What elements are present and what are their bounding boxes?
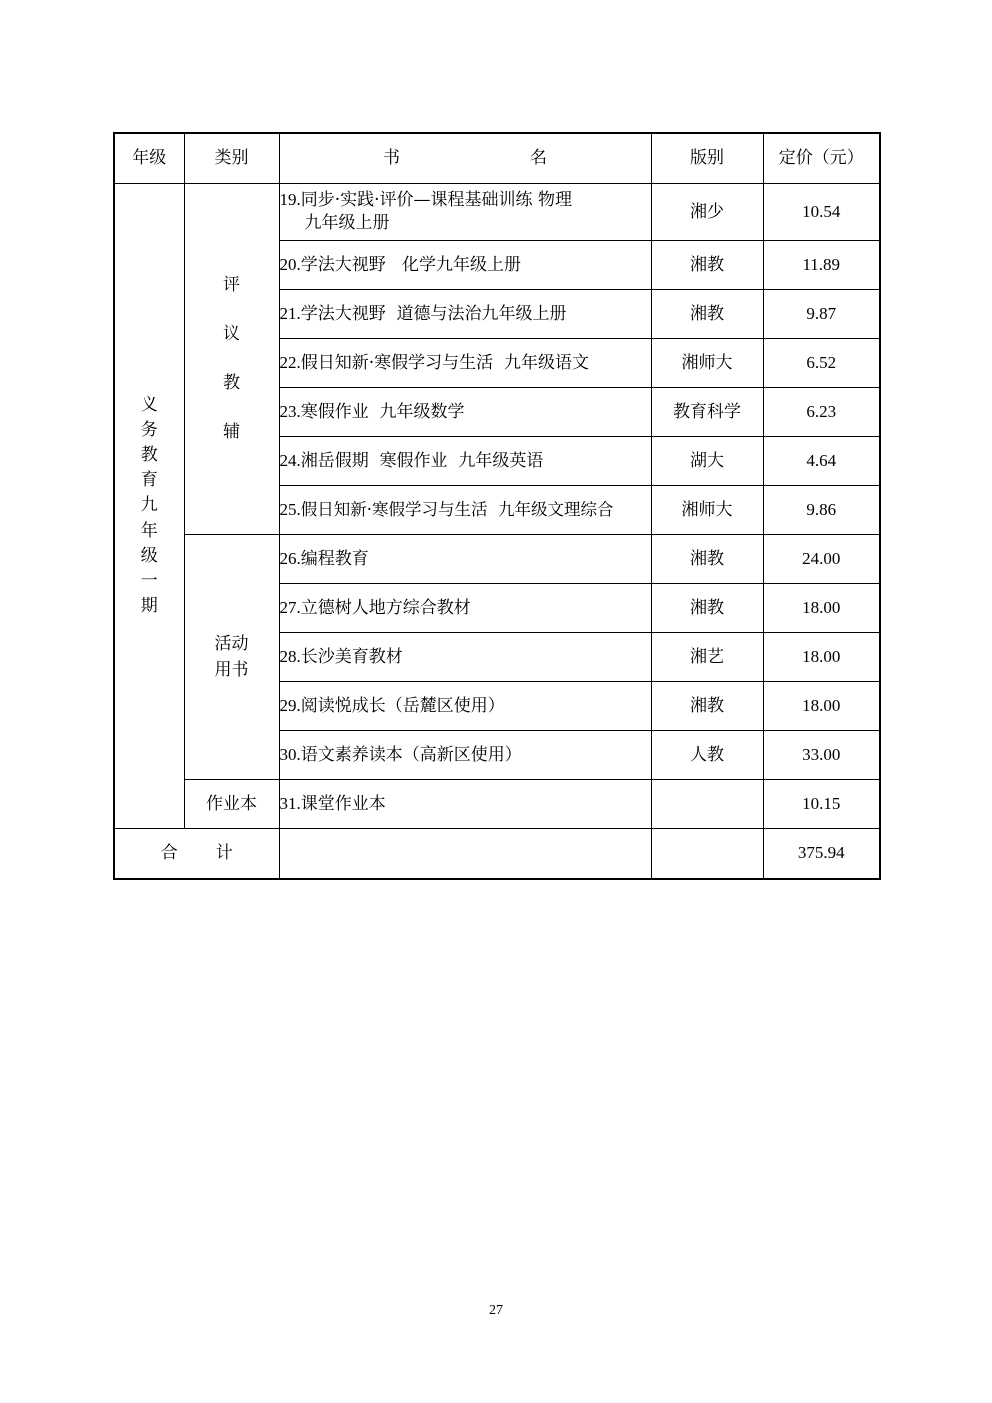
- book-number: 31.: [279, 793, 301, 813]
- header-book-name-right: 名: [530, 148, 547, 169]
- price-cell: 18.00: [763, 584, 880, 633]
- price-cell: 6.23: [763, 388, 880, 437]
- book-title: 假日知新·寒假学习与生活 九年级语文: [300, 352, 589, 373]
- publisher-cell: 湘教: [651, 241, 763, 290]
- header-book-name-left: 书: [383, 148, 400, 169]
- book-name-cell: [279, 241, 651, 290]
- book-number: 23.: [279, 401, 301, 421]
- book-title: 长沙美育教材: [300, 646, 403, 667]
- book-name-cell: [279, 486, 651, 535]
- book-name-cell: [279, 731, 651, 780]
- book-number: 28.: [279, 646, 301, 666]
- publisher-cell: 湘师大: [651, 339, 763, 388]
- price-cell: 4.64: [763, 437, 880, 486]
- price-cell: 18.00: [763, 633, 880, 682]
- book-name-cell: [279, 290, 651, 339]
- book-name-cell: [279, 184, 651, 241]
- book-number: 20.: [279, 254, 301, 274]
- page-number: 27: [489, 1303, 503, 1318]
- book-title: 语文素养读本（高新区使用）: [300, 744, 522, 765]
- book-number: 21.: [279, 303, 301, 323]
- total-name-empty-cell: [279, 829, 651, 879]
- price-cell: 33.00: [763, 731, 880, 780]
- book-title: 立德树人地方综合教材: [300, 597, 471, 618]
- publisher-cell: 湘教: [651, 682, 763, 731]
- book-title: 湘岳假期 寒假作业 九年级英语: [300, 450, 544, 471]
- header-category: 类别: [184, 133, 279, 184]
- total-label-cell: [114, 829, 279, 879]
- header-book-name: [279, 133, 651, 184]
- book-name-cell: [279, 339, 651, 388]
- book-name-cell: [279, 388, 651, 437]
- price-cell: 24.00: [763, 535, 880, 584]
- grade-cell: [114, 184, 184, 829]
- book-number: 19.: [279, 190, 301, 210]
- publisher-cell: 湘艺: [651, 633, 763, 682]
- total-label-left: 合: [160, 842, 178, 863]
- book-name-cell: [279, 535, 651, 584]
- table-row: [114, 780, 880, 829]
- book-title: 课堂作业本: [300, 793, 386, 814]
- header-grade: 年级: [114, 133, 184, 184]
- table-row: [114, 184, 880, 241]
- publisher-cell: 湘教: [651, 290, 763, 339]
- category-activity-cell: [184, 535, 279, 780]
- header-publisher: 版别: [651, 133, 763, 184]
- book-title: 学法大视野 道德与法治九年级上册: [300, 303, 567, 324]
- category-activity-label: 活动用书: [214, 634, 249, 680]
- book-title: 同步·实践·评价—课程基础训练 物理: [300, 190, 572, 211]
- book-name-cell: [279, 780, 651, 829]
- total-publisher-empty-cell: [651, 829, 763, 879]
- category-review-label: 评议教辅: [223, 275, 240, 442]
- book-title: 假日知新·寒假学习与生活 九年级文理综合: [300, 499, 614, 519]
- total-label-right: 计: [215, 842, 233, 863]
- total-price-cell: 375.94: [763, 829, 880, 879]
- category-homework-cell: 作业本: [184, 780, 279, 829]
- grade-label: 义务教育九年级一期: [140, 394, 158, 617]
- price-cell: 10.54: [763, 184, 880, 241]
- book-title: 阅读悦成长（岳麓区使用）: [300, 695, 505, 716]
- publisher-cell: 湘教: [651, 584, 763, 633]
- price-cell: 11.89: [763, 241, 880, 290]
- book-number: 26.: [279, 548, 301, 568]
- table-row: [114, 535, 880, 584]
- book-name-cell: [279, 584, 651, 633]
- book-title: 寒假作业 九年级数学: [300, 401, 465, 422]
- price-cell: 6.52: [763, 339, 880, 388]
- publisher-cell: [651, 780, 763, 829]
- book-number: 24.: [279, 450, 301, 470]
- publisher-cell: 湘教: [651, 535, 763, 584]
- price-cell: 18.00: [763, 682, 880, 731]
- price-cell: 10.15: [763, 780, 880, 829]
- book-name-cell: [279, 437, 651, 486]
- total-row: [114, 829, 880, 879]
- category-review-cell: [184, 184, 279, 535]
- header-price: 定价（元）: [763, 133, 880, 184]
- publisher-cell: 湖大: [651, 437, 763, 486]
- book-number: 29.: [279, 695, 301, 715]
- book-name-cell: [279, 682, 651, 731]
- table-header-row: [114, 133, 880, 184]
- publisher-cell: 湘少: [651, 184, 763, 241]
- book-number: 22.: [279, 352, 301, 372]
- book-number: 30.: [279, 744, 301, 764]
- publisher-cell: 教育科学: [651, 388, 763, 437]
- book-title-line2: 九年级上册: [304, 213, 390, 233]
- price-cell: 9.86: [763, 486, 880, 535]
- publisher-cell: 人教: [651, 731, 763, 780]
- book-name-cell: [279, 633, 651, 682]
- publisher-cell: 湘师大: [651, 486, 763, 535]
- book-number: 27.: [279, 597, 301, 617]
- price-cell: 9.87: [763, 290, 880, 339]
- book-title: 编程教育: [300, 548, 369, 569]
- textbook-price-table: [113, 132, 881, 880]
- book-number: 25.: [279, 499, 301, 519]
- book-title: 学法大视野 化学九年级上册: [300, 254, 521, 275]
